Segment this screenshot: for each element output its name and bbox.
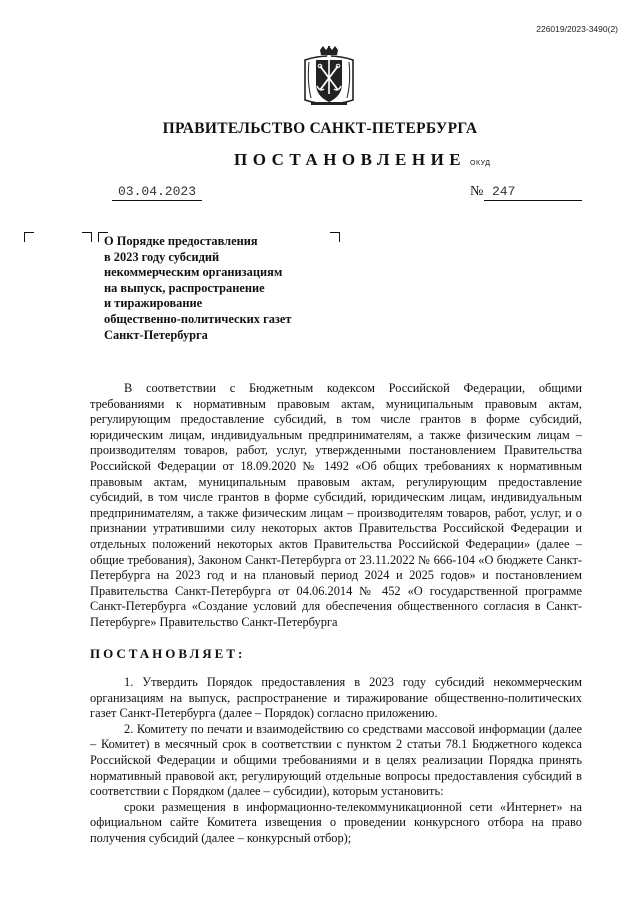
subject-line: общественно-политических газет — [104, 311, 292, 326]
number-sign: № — [470, 184, 484, 199]
saint-petersburg-coat-of-arms-icon — [301, 46, 357, 108]
decree-heading: ПОСТАНОВЛЯЕТ: — [90, 646, 246, 661]
okud-label: ОКУД — [470, 160, 491, 167]
decree-item: 2. Комитету по печати и взаимодействию со средствами массовой информации (далее – Комитет) в месячный срок в соответствии с пунктом 2 статьи 78.1 Бюджетного кодекса Российской Федерации и общими требованиями и в целях реализации Порядка принять нормативный правовой акт, регулирующий отдельные вопросы предоставления субсидий в соответствии с Порядком (далее – субсидии), которым установить: — [90, 721, 582, 799]
subject-line: и тиражирование — [104, 296, 203, 311]
document-type: ПОСТАНОВЛЕНИЕ — [234, 150, 467, 169]
decree-item: сроки размещения в информационно-телекоммуникационной сети «Интернет» на официальном сайте Комитета извещения о проведении конкурсного отбора на право получения субсидий (далее – конкурсный отбор); — [90, 799, 582, 845]
subject-line: Санкт-Петербурга — [104, 327, 208, 342]
subject-line: О Порядке предоставления — [104, 234, 258, 248]
corner-mark-subject-left — [82, 232, 92, 242]
document-id: 226019/2023-3490(2) — [536, 24, 618, 34]
document-date: 03.04.2023 — [112, 184, 202, 201]
decree-items — [90, 675, 582, 847]
decree-item: 1. Утвердить Порядок предоставления в 2023 году субсидий некоммерческим организациям на выпуск, распространение и тиражирование общественно-политических газет Санкт-Петербурга (далее – Порядок) согласно приложению. — [90, 675, 582, 721]
preamble-paragraph: В соответствии с Бюджетным кодексом Российской Федерации, общими требованиями к нормативным правовым актам, муниципальным правовым актам, регулирующим предоставление субсидий, в том числе грантов в форме субсидий, юридическим лицам, индивидуальным предпринимателям, а также физическим лицам – производителям товаров, работ, услуг, утвержденными постановлением Правительства Российской Федерации от 18.09.2020 № 1492 «Об общих требованиях к нормативным правовым актам, муниципальным правовым актам, регулирующим предоставление субсидий, в том числе грантов в форме субсидий, юридическим лицам, индивидуальным предпринимателям, а также физическим лицам – производителям товаров, работ, услуг, и о признании утратившими силу некоторых актов Правительства Российской Федерации и отдельных положений некоторых актов Правительства Российской Федерации» (далее – общие требования), Законом Санкт-Петербурга от 23.11.2022 № 666-104 «О бюджете Санкт-Петербурга на 2023 год и на плановый период 2024 и 2025 годов» и постановлением Правительства Санкт-Петербурга от 04.06.2014 № 452 «О государственной программе Санкт-Петербурга «Создание условий для обеспечения общественного согласия в Санкт-Петербурге» Правительство Санкт-Петербурга — [90, 381, 582, 629]
corner-mark-left — [24, 232, 34, 242]
subject-line: в 2023 году субсидий — [104, 249, 220, 264]
document-subject — [104, 234, 344, 343]
subject-line: некоммерческим организациям — [104, 265, 283, 280]
government-title: ПРАВИТЕЛЬСТВО САНКТ-ПЕТЕРБУРГА — [162, 120, 478, 137]
document-number: 247 — [484, 184, 582, 201]
subject-line: на выпуск, распространение — [104, 280, 265, 295]
